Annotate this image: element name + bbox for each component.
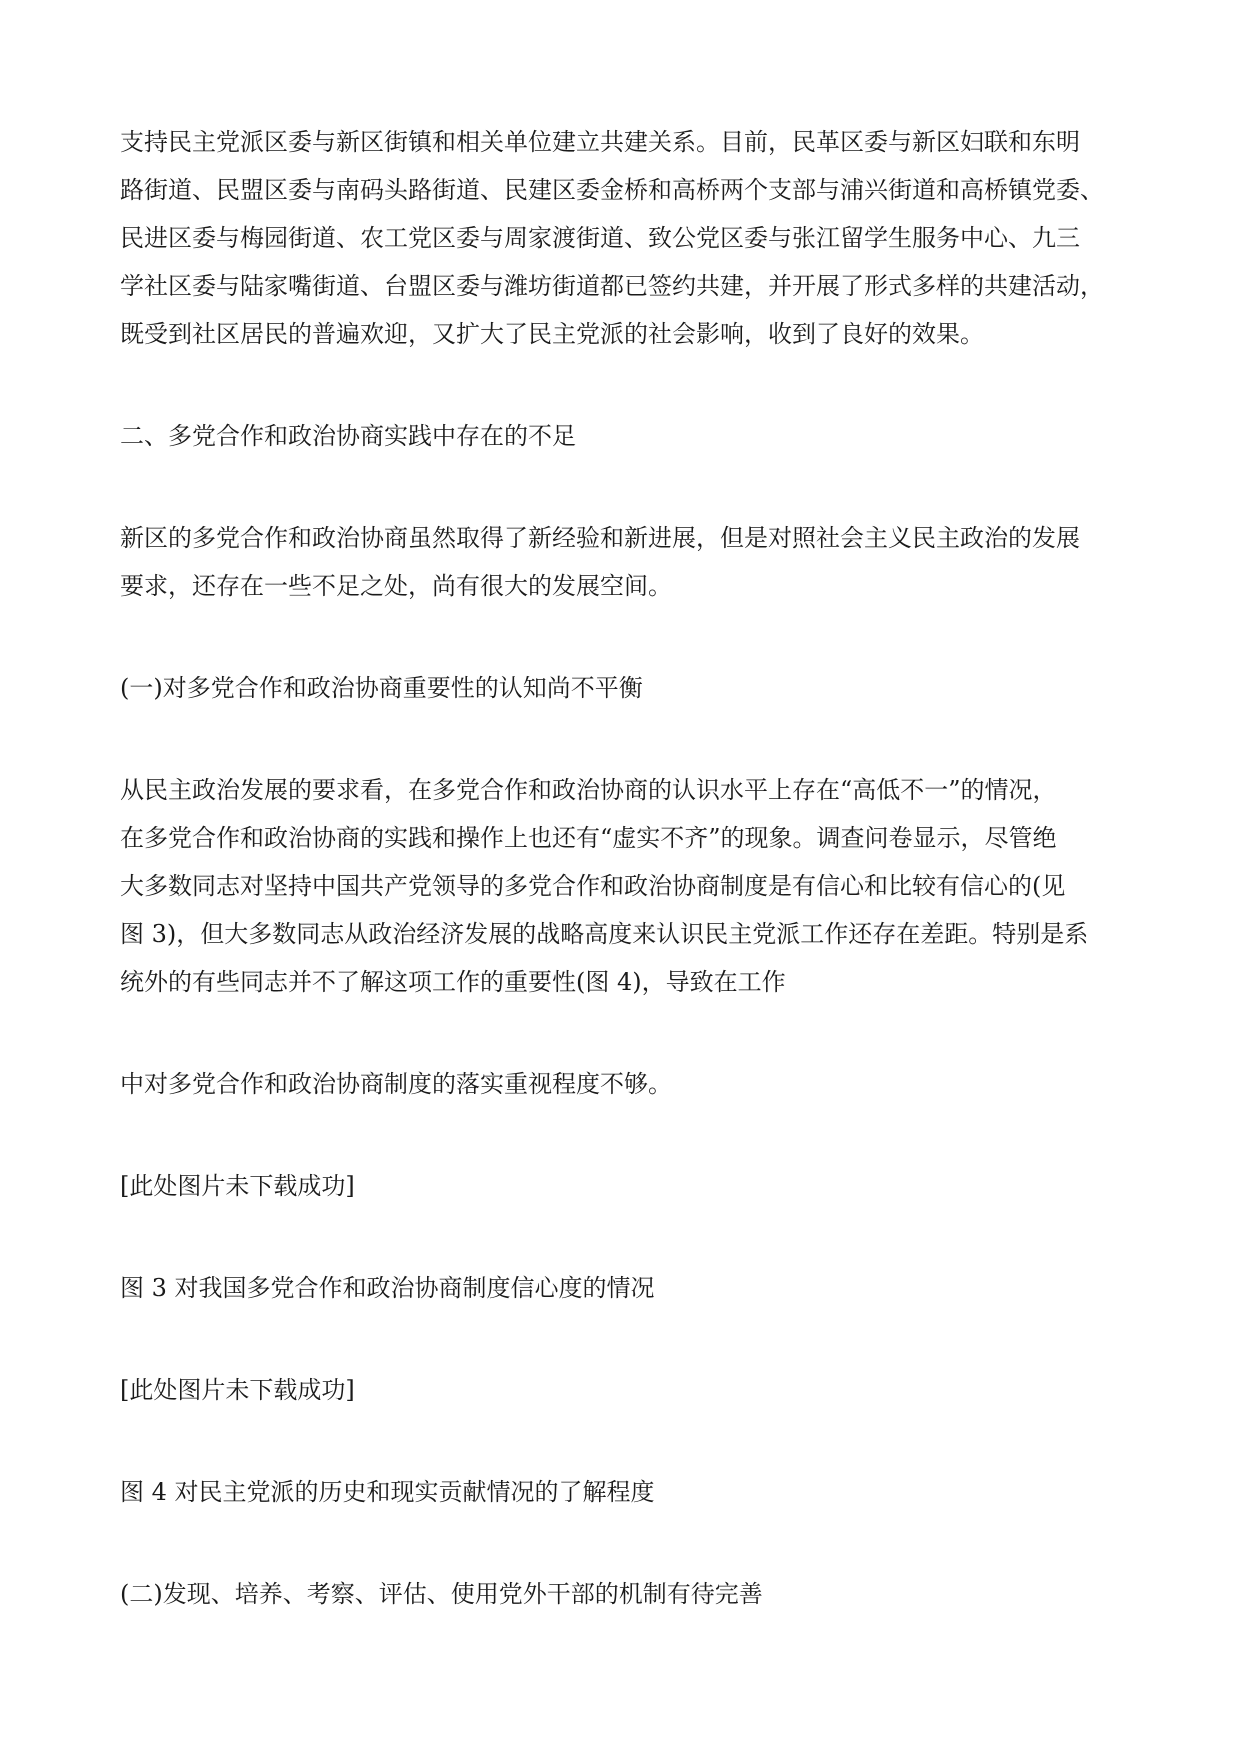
paragraph-4: 中对多党合作和政治协商制度的落实重视程度不够。 bbox=[120, 1070, 672, 1098]
section-heading-2: 二、多党合作和政治协商实践中存在的不足 bbox=[120, 422, 576, 450]
paragraph-3-line-4: 图 3)，但大多数同志从政治经济发展的战略高度来认识民主党派工作还存在差距。特别是系 bbox=[120, 920, 1089, 948]
paragraph-3-line-2: 在多党合作和政治协商的实践和操作上也还有“虚实不齐”的现象。调查问卷显示，尽管绝 bbox=[120, 824, 1057, 852]
paragraph-1-line-4: 学社区委与陆家嘴街道、台盟区委与潍坊街道都已签约共建，并开展了形式多样的共建活动， bbox=[120, 272, 1104, 300]
paragraph-2-line-2: 要求，还存在一些不足之处，尚有很大的发展空间。 bbox=[120, 572, 672, 600]
image-placeholder-2: [此处图片未下载成功] bbox=[120, 1376, 355, 1404]
paragraph-3-line-5: 统外的有些同志并不了解这项工作的重要性(图 4)，导致在工作 bbox=[120, 968, 786, 996]
paragraph-3-line-1: 从民主政治发展的要求看，在多党合作和政治协商的认识水平上存在“高低不一”的情况， bbox=[120, 776, 1057, 804]
paragraph-3-line-3: 大多数同志对坚持中国共产党领导的多党合作和政治协商制度是有信心和比较有信心的(见 bbox=[120, 872, 1066, 900]
paragraph-1-line-2: 路街道、民盟区委与南码头路街道、民建区委金桥和高桥两个支部与浦兴街道和高桥镇党委、 bbox=[120, 176, 1104, 204]
figure-3-caption: 图 3 对我国多党合作和政治协商制度信心度的情况 bbox=[120, 1274, 655, 1302]
subheading-2: (二)发现、培养、考察、评估、使用党外干部的机制有待完善 bbox=[120, 1580, 763, 1608]
paragraph-1-line-5: 既受到社区居民的普遍欢迎，又扩大了民主党派的社会影响，收到了良好的效果。 bbox=[120, 320, 984, 348]
paragraph-1-line-3: 民进区委与梅园街道、农工党区委与周家渡街道、致公党区委与张江留学生服务中心、九三 bbox=[120, 224, 1080, 252]
figure-4-caption: 图 4 对民主党派的历史和现实贡献情况的了解程度 bbox=[120, 1478, 655, 1506]
paragraph-1-line-1: 支持民主党派区委与新区街镇和相关单位建立共建关系。目前，民革区委与新区妇联和东明 bbox=[120, 128, 1080, 156]
subheading-1: (一)对多党合作和政治协商重要性的认知尚不平衡 bbox=[120, 674, 643, 702]
image-placeholder-1: [此处图片未下载成功] bbox=[120, 1172, 355, 1200]
paragraph-2-line-1: 新区的多党合作和政治协商虽然取得了新经验和新进展，但是对照社会主义民主政治的发展 bbox=[120, 524, 1080, 552]
